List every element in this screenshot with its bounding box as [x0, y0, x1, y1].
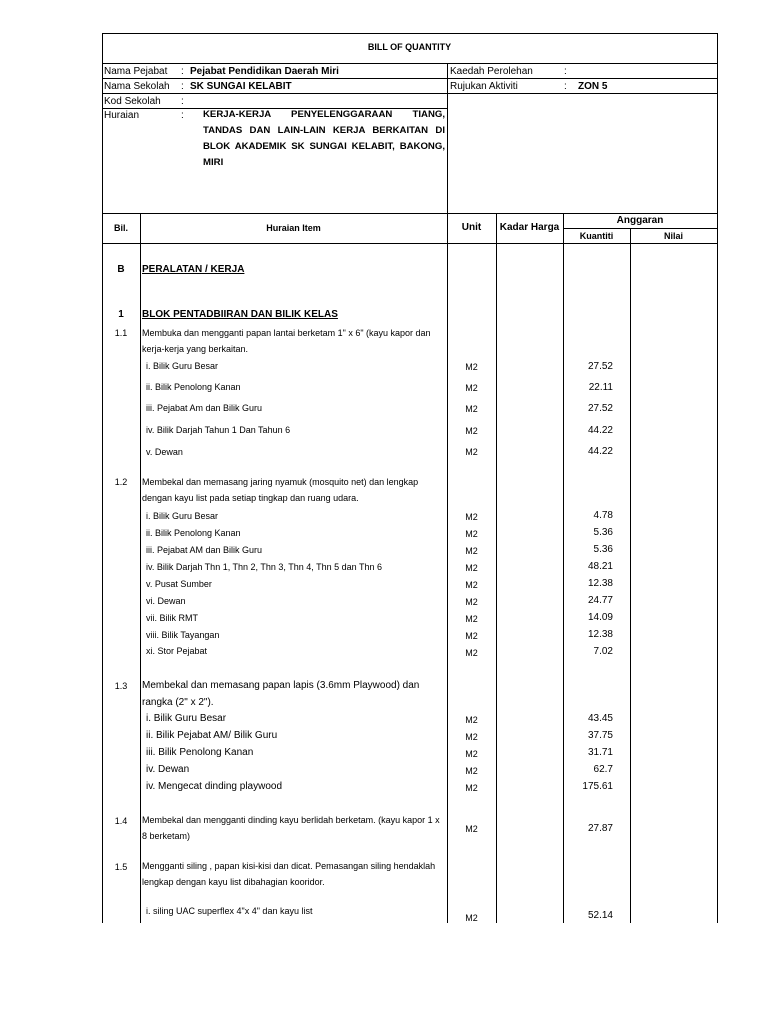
colon: : [181, 81, 184, 92]
rujukan-aktiviti-value: ZON 5 [578, 81, 608, 92]
sub-item-unit: M2 [465, 783, 478, 793]
colon: : [181, 110, 184, 121]
item-description: Membekal dan memasang jaring nyamuk (mosquito net) dan lengkap dengan kayu list pada setiap tingkap dan ruang udara. [142, 477, 419, 503]
document-title: BILL OF QUANTITY [367, 42, 452, 52]
item-description: Membuka dan mengganti papan lantai berketam 1" x 6" (kayu kapor dan kerja-kerja yang berkaitan. [142, 328, 431, 354]
huraian-label: Huraian [104, 110, 140, 121]
sub-item-label: i. Bilik Guru Besar [146, 361, 219, 371]
sub-item-label: iii. Pejabat AM dan Bilik Guru [146, 545, 263, 555]
nama-pejabat-value: Pejabat Pendidikan Daerah Miri [190, 66, 339, 77]
border-top [102, 33, 717, 34]
item-number: 1.2 [114, 477, 128, 487]
header-divider-1 [102, 78, 717, 79]
sub-item-unit: M2 [465, 749, 478, 759]
item-number: 1.4 [114, 816, 128, 826]
colon: : [181, 66, 184, 77]
colon: : [564, 81, 567, 92]
col-line-huraian [140, 213, 141, 923]
col-header-unit: Unit [461, 222, 482, 233]
col-header-kadar: Kadar Harga [499, 222, 560, 233]
sub-item-unit: M2 [465, 512, 478, 522]
sub-item-quantity: 14.09 [587, 612, 613, 623]
col-header-anggaran: Anggaran [616, 215, 664, 226]
col-header-nilai: Nilai [663, 231, 683, 241]
sub-item-label: iii. Pejabat Am dan Bilik Guru [146, 403, 263, 413]
sub-item-unit: M2 [465, 447, 478, 457]
sub-item-label: ii. Bilik Penolong Kanan [146, 528, 241, 538]
item-description: Membekal dan mengganti dinding kayu berlidah berketam. (kayu kapor 1 x 8 berketam) [142, 815, 440, 841]
rujukan-aktiviti-label: Rujukan Aktiviti [450, 81, 518, 92]
item-number: 1.3 [114, 681, 128, 691]
sub-item-label: i. Bilik Guru Besar [146, 713, 227, 724]
sub-item-unit: M2 [465, 362, 478, 372]
sub-item-quantity: 37.75 [587, 730, 613, 741]
sub-item-unit: M2 [465, 597, 478, 607]
sub-item-quantity: 27.52 [587, 403, 613, 414]
col-header-kuantiti: Kuantiti [579, 231, 614, 241]
sub-item-unit: M2 [465, 383, 478, 393]
sub-item-quantity: 175.61 [582, 781, 613, 792]
sub-item-quantity: 7.02 [593, 646, 613, 657]
sub-item-unit: M2 [465, 715, 478, 725]
sub-item-unit: M2 [465, 563, 478, 573]
item-number: 1.1 [114, 328, 128, 338]
item-unit: M2 [465, 824, 478, 834]
sub-item-unit: M2 [465, 404, 478, 414]
sub-item-quantity: 44.22 [587, 446, 613, 457]
sub-item-quantity: 5.36 [593, 544, 613, 555]
sub-item-unit: M2 [465, 546, 478, 556]
colon: : [564, 66, 567, 77]
sub-item-unit: M2 [465, 648, 478, 658]
block-number: 1 [118, 309, 124, 320]
sub-item-label: iv. Dewan [146, 764, 190, 775]
nama-pejabat-label: Nama Pejabat [104, 66, 168, 77]
sub-item-label: vi. Dewan [146, 596, 186, 606]
column-header-bottom [102, 243, 717, 244]
sub-item-label: ii. Bilik Penolong Kanan [146, 382, 241, 392]
nama-sekolah-label: Nama Sekolah [104, 81, 170, 92]
sub-item-label: i. Bilik Guru Besar [146, 511, 219, 521]
sub-item-label: iv. Bilik Darjah Thn 1, Thn 2, Thn 3, Thn 4, Thn 5 dan Thn 6 [146, 562, 382, 572]
huraian-value: KERJA-KERJA PENYELENGGARAAN TIANG, TANDAS DAN LAIN-LAIN KERJA BERKAITAN DI BLOK AKADEMIK SK SUNGAI KELABIT, BAKONG, MIRI [203, 109, 445, 168]
sub-item-quantity: 4.78 [593, 510, 613, 521]
sub-item-label: i. siling UAC superflex 4"x 4" dan kayu list [146, 906, 313, 916]
sub-item-unit: M2 [465, 614, 478, 624]
sub-item-quantity: 44.22 [587, 425, 613, 436]
sub-item-label: v. Pusat Sumber [146, 579, 212, 589]
item-description: Mengganti siling , papan kisi-kisi dan dicat. Pemasangan siling hendaklah lengkap dengan kayu list dibahagian kooridor. [142, 861, 436, 887]
title-divider [102, 63, 717, 64]
kaedah-perolehan-label: Kaedah Perolehan [450, 66, 533, 77]
sub-item-unit: M2 [465, 580, 478, 590]
sub-item-label: v. Dewan [146, 447, 183, 457]
header-divider-2 [102, 93, 717, 94]
sub-item-quantity: 12.38 [587, 578, 613, 589]
sub-item-unit: M2 [465, 426, 478, 436]
col-line-kadar [496, 213, 497, 923]
sub-item-quantity: 22.11 [588, 382, 613, 393]
sub-item-quantity: 12.38 [587, 629, 613, 640]
sub-item-quantity: 48.21 [587, 561, 613, 572]
sub-item-unit: M2 [465, 529, 478, 539]
sub-item-quantity: 24.77 [587, 595, 613, 606]
sub-item-quantity: 52.14 [587, 910, 613, 921]
item-description: Membekal dan memasang papan lapis (3.6mm Playwood) dan rangka (2" x 2"). [142, 680, 420, 708]
sub-item-label: xi. Stor Pejabat [146, 646, 208, 656]
sub-item-label: ii. Bilik Pejabat AM/ Bilik Guru [146, 730, 278, 741]
section-title: PERALATAN / KERJA [142, 264, 245, 275]
sub-item-label: iii. Bilik Penolong Kanan [146, 747, 254, 758]
sub-item-unit: M2 [465, 631, 478, 641]
sub-item-label: viii. Bilik Tayangan [146, 630, 220, 640]
item-quantity: 27.87 [587, 823, 613, 834]
sub-item-quantity: 27.52 [587, 361, 613, 372]
sub-item-unit: M2 [465, 913, 478, 923]
sub-item-quantity: 62.7 [593, 764, 613, 775]
col-line-nilai [630, 228, 631, 923]
block-title: BLOK PENTADBIIRAN DAN BILIK KELAS [142, 309, 338, 320]
sub-item-quantity: 43.45 [587, 713, 613, 724]
sub-item-quantity: 31.71 [587, 747, 613, 758]
sub-item-quantity: 5.36 [593, 527, 613, 538]
sub-item-label: vii. Bilik RMT [146, 613, 198, 623]
anggaran-divider [563, 228, 717, 229]
item-number: 1.5 [114, 862, 128, 872]
col-line-unit [447, 63, 448, 923]
kod-sekolah-label: Kod Sekolah [104, 96, 161, 107]
section-code: B [117, 264, 125, 275]
col-header-bil: Bil. [113, 223, 128, 233]
colon: : [181, 96, 184, 107]
sub-item-label: iv. Mengecat dinding playwood [146, 781, 283, 792]
border-right [717, 33, 718, 923]
col-header-huraian: Huraian Item [266, 223, 321, 233]
nama-sekolah-value: SK SUNGAI KELABIT [190, 81, 292, 92]
sub-item-unit: M2 [465, 766, 478, 776]
sub-item-unit: M2 [465, 732, 478, 742]
sub-item-label: iv. Bilik Darjah Tahun 1 Dan Tahun 6 [146, 425, 291, 435]
column-header-top [102, 213, 717, 214]
